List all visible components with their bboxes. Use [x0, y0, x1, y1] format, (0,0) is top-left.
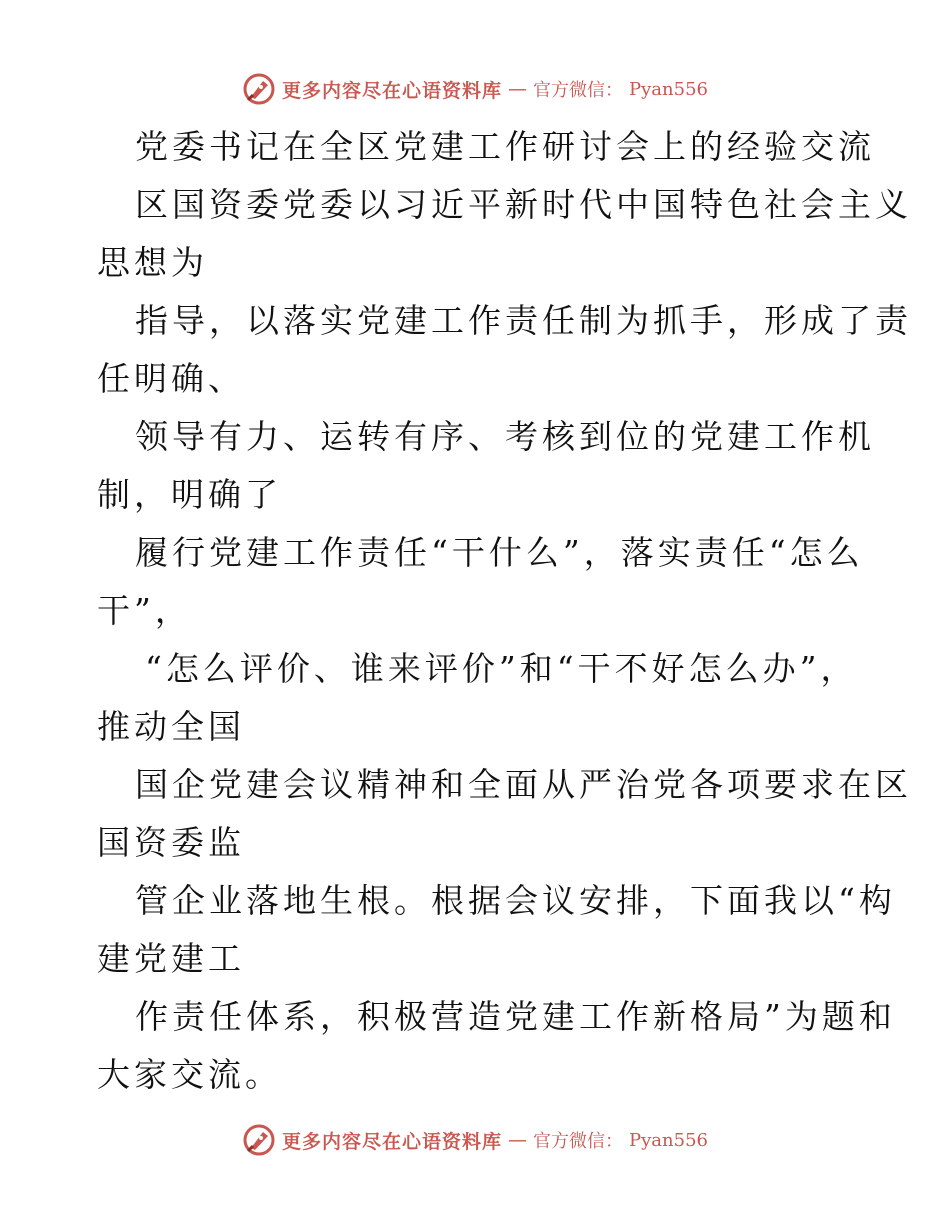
- paragraph-line: 制，明确了: [97, 475, 282, 514]
- pen-nib-logo-icon: [242, 72, 276, 106]
- document-title: 党委书记在全区党建工作研讨会上的经验交流: [135, 127, 875, 166]
- paragraph-line: 建党建工: [97, 939, 245, 978]
- paragraph-line: 干”，: [97, 591, 192, 630]
- watermark-contact-label: 官方微信：: [533, 1131, 624, 1152]
- paragraph-line: “怎么评价、谁来评价”和“干不好怎么办”，: [145, 649, 858, 688]
- watermark-brand-text: 更多内容尽在心语资料库: [282, 79, 503, 102]
- paragraph-line: 指导，以落实党建工作责任制为抓手，形成了责: [135, 301, 912, 340]
- header-watermark: [0, 72, 950, 106]
- paragraph-line: 任明确、: [97, 359, 245, 398]
- paragraph-line: 管企业落地生根。根据会议安排，下面我以“构: [135, 881, 896, 920]
- paragraph-line: 履行党建工作责任“干什么”，落实责任“怎么: [135, 533, 864, 572]
- pen-nib-logo-icon: [242, 1123, 276, 1157]
- footer-watermark: [0, 1123, 950, 1157]
- paragraph-line: 推动全国: [97, 707, 245, 746]
- watermark-brand-text: 更多内容尽在心语资料库: [282, 1130, 503, 1153]
- watermark-contact-label: 官方微信：: [533, 80, 624, 101]
- watermark-separator: —: [508, 78, 528, 100]
- paragraph-line: 区国资委党委以习近平新时代中国特色社会主义: [135, 185, 912, 224]
- paragraph-line: 国资委监: [97, 823, 245, 862]
- paragraph-line: 大家交流。: [97, 1055, 282, 1094]
- paragraph-line: 作责任体系，积极营造党建工作新格局”为题和: [135, 997, 896, 1036]
- document-body: [97, 118, 912, 1104]
- watermark-contact-id: Pyan556: [629, 1129, 708, 1151]
- watermark-separator: —: [508, 1129, 528, 1151]
- paragraph-line: 思想为: [97, 243, 208, 282]
- watermark-contact-id: Pyan556: [629, 78, 708, 100]
- paragraph-line: 国企党建会议精神和全面从严治党各项要求在区: [135, 765, 912, 804]
- paragraph-line: 领导有力、运转有序、考核到位的党建工作机: [135, 417, 875, 456]
